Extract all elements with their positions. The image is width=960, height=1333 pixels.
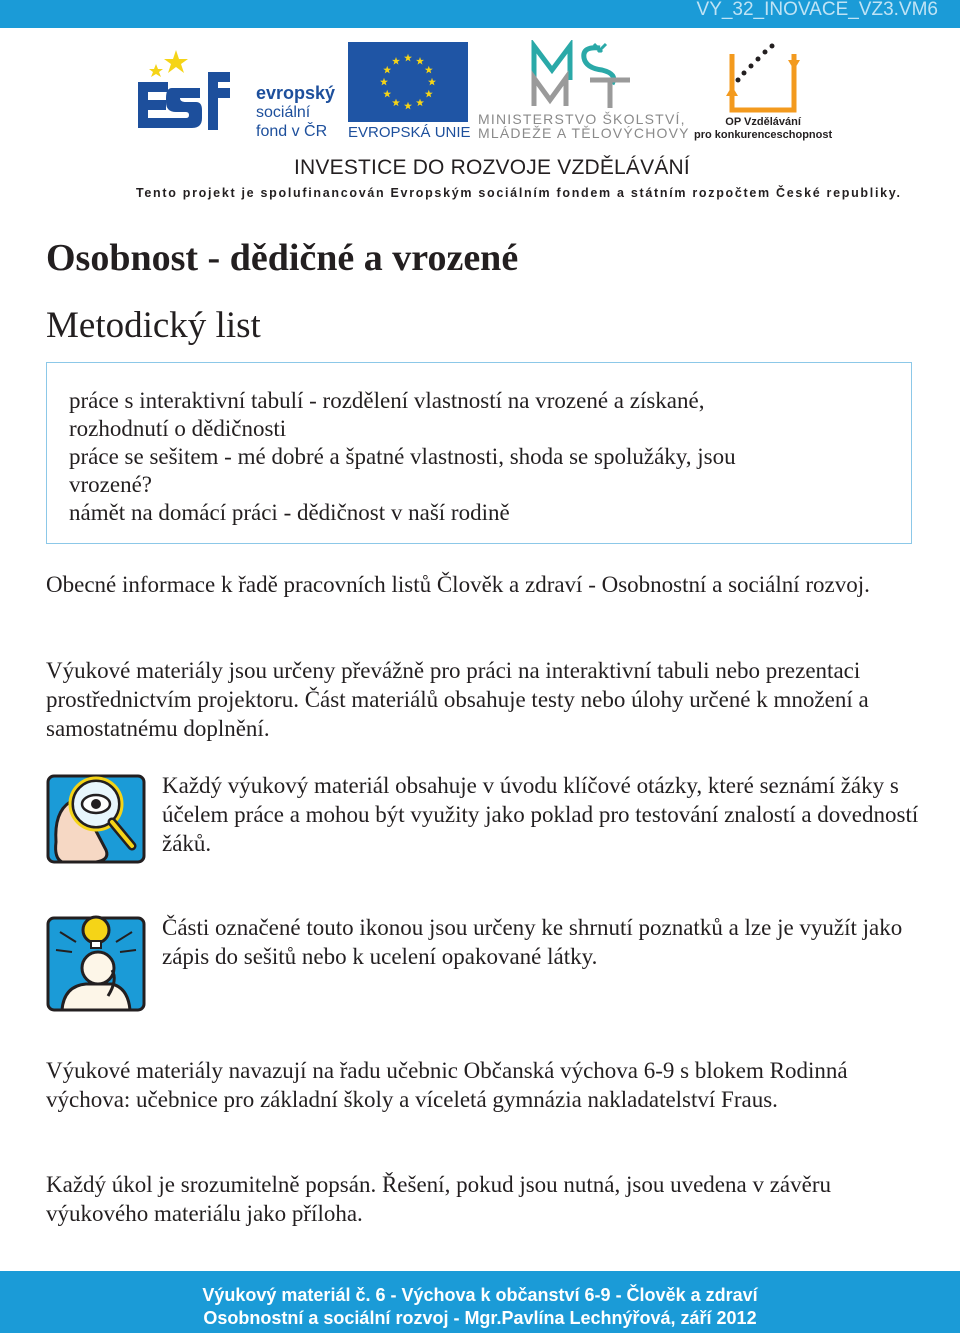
esf-text (256, 84, 335, 141)
tasks-paragraph: Každý úkol je srozumitelně popsán. Řešení, pokud jsou nutná, jsou uvedena v závěru výukového materiálu jako příloha. (46, 1172, 832, 1226)
footer-line2: Osobnostní a sociální rozvoj - Mgr.Pavlína Lechnýřová, září 2012 (203, 1308, 757, 1328)
eu-label: EVROPSKÁ UNIE (348, 124, 471, 141)
footer-bar (0, 1271, 960, 1333)
eu-flag-icon (348, 42, 468, 122)
esf-logo (136, 42, 248, 140)
esf-line2: sociální (256, 104, 311, 121)
op-vzdelavani-logo (722, 40, 804, 118)
document-subtitle: Metodický list (46, 305, 261, 346)
activities-box (46, 362, 912, 544)
general-info-paragraph: Obecné informace k řadě pracovních listů Člověk a zdraví - Osobnostní a sociální rozvoj. (46, 572, 870, 597)
project-funding-note: Tento projekt je spolufinancován Evropským sociálním fondem a státním rozpočtem České republiky. (136, 186, 902, 200)
msmt-text (478, 112, 690, 140)
msmt-line2: MLÁDEŽE A TĚLOVÝCHOVY (478, 125, 690, 141)
op-text (694, 116, 832, 142)
op-line1: OP Vzdělávání (725, 116, 801, 128)
box-line: vrozené? (69, 472, 152, 497)
lightbulb-thinker-icon (46, 910, 146, 1014)
investice-tagline: INVESTICE DO ROZVOJE VZDĚLÁVÁNÍ (294, 156, 690, 179)
esf-line1: evropský (256, 83, 336, 103)
key-questions-paragraph: Každý výukový materiál obsahuje v úvodu klíčové otázky, které seznámí žáky s účelem práce a mohou být využity jako poklad pro testování znalostí a dovedností žáků. (162, 773, 919, 856)
textbook-paragraph: Výukové materiály navazují na řadu učebnic Občanská výchova 6-9 s blokem Rodinná výchova: učebnice pro základní školy a víceletá gymnázia nakladatelství Fraus. (46, 1058, 848, 1112)
magnifier-eye-icon (46, 772, 146, 866)
msmt-logo (530, 40, 634, 112)
op-line2: pro konkurenceschopnost (694, 129, 833, 141)
box-line: práce se sešitem - mé dobré a špatné vlastnosti, shoda se spolužáky, jsou (69, 444, 736, 469)
materials-paragraph: Výukové materiály jsou určeny převážně pro práci na interaktivní tabuli nebo prezentaci prostřednictvím projektoru. Část materiálů obsahuje testy nebo úlohy určené k množení a samostatnému doplnění. (46, 658, 869, 741)
document-code: VY_32_INOVACE_VZ3.VM6 (696, 0, 938, 20)
box-line: práce s interaktivní tabulí - rozdělení vlastností na vrozené a získané, (69, 388, 705, 413)
esf-line3: fond v ČR (256, 123, 328, 140)
footer-line1: Výukový materiál č. 6 - Výchova k občanství 6-9 - Člověk a zdraví (202, 1285, 758, 1305)
document-title: Osobnost - dědičné a vrozené (46, 237, 519, 279)
msmt-line1: MINISTERSTVO ŠKOLSTVÍ, (478, 111, 686, 127)
top-bar (0, 0, 960, 28)
box-line: rozhodnutí o dědičnosti (69, 416, 287, 441)
summary-paragraph: Části označené touto ikonou jsou určeny ke shrnutí poznatků a lze je využít jako zápis do sešitů nebo k ucelení opakované látky. (162, 915, 903, 969)
box-line: námět na domácí práci - dědičnost v naší rodině (69, 500, 510, 525)
